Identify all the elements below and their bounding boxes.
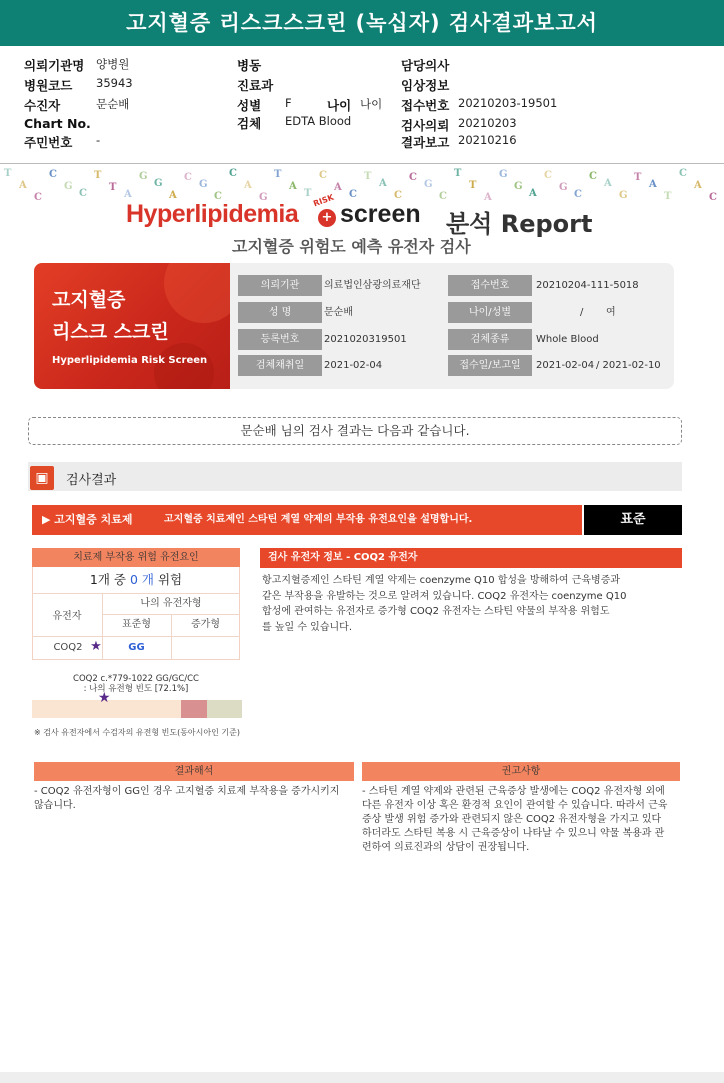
dna-letter: T — [634, 172, 642, 183]
name-value: 문순배 — [324, 307, 353, 318]
dna-letter: C — [574, 189, 582, 200]
brand-risk-mark: RISK — [312, 192, 336, 209]
recommendation-head: 권고사항 — [362, 762, 680, 781]
collect-label: 검체채취일 — [238, 355, 322, 376]
dna-letter: T — [364, 171, 372, 182]
footnote: ※ 검사 유전자에서 수검자의 유전형 빈도(동아시아인 기준) — [34, 728, 240, 737]
risk-count — [32, 570, 240, 588]
collect-value: 2021-02-04 — [324, 360, 383, 371]
standard-badge: 표준 — [584, 505, 682, 535]
hospital-label: 의뢰기관명 — [24, 58, 85, 73]
dna-letter: A — [529, 188, 537, 199]
section-bar — [28, 462, 682, 491]
panel-line-1: 고지혈증 — [52, 289, 126, 311]
dna-letter: T — [4, 168, 12, 179]
variant-text — [32, 674, 240, 694]
dna-letter: T — [304, 188, 312, 199]
dna-letter: C — [589, 171, 597, 182]
gene-info-head: 검사 유전자 정보 - COQ2 유전자 — [260, 548, 682, 568]
dna-letter: T — [454, 168, 462, 179]
rec-line-2: 다른 유전자 이상 혹은 환경적 요인이 관여할 수 있습니다. 따라서 근육 — [362, 800, 668, 811]
report-value: 20210216 — [458, 133, 517, 147]
regno-value: 2021020319501 — [324, 334, 407, 345]
gene-line-1: 항고지혈증제인 스타틴 계열 약제는 coenzyme Q10 합성을 방해하여 근육병증과 — [262, 575, 621, 586]
agesex-value: / — [580, 307, 584, 318]
resident-value: - — [96, 133, 101, 147]
dna-letter: T — [469, 180, 477, 191]
patient-value: 문순배 — [96, 97, 130, 111]
hospital-value: 양병원 — [96, 57, 130, 71]
dna-letter: G — [139, 171, 148, 182]
chart-label: Chart No. — [24, 116, 91, 131]
increased-type-label: 증가형 — [191, 619, 220, 630]
dna-letter: T — [664, 191, 672, 202]
dna-letter: G — [424, 179, 433, 190]
dna-letter: C — [544, 170, 552, 181]
risk-count-pre: 1개 중 — [89, 572, 130, 587]
dna-letter: C — [319, 170, 327, 181]
ward-label: 병동 — [237, 58, 262, 73]
dna-letter: C — [229, 168, 237, 179]
header-block — [0, 46, 724, 164]
dna-letter: A — [484, 192, 492, 203]
section-title: 검사결과 — [66, 473, 117, 488]
info-receipt-value: 20210204-111-5018 — [536, 280, 639, 291]
dna-letter: G — [199, 179, 208, 190]
report-title: 고지혈증 리스크스크린 (녹십자) 검사결과보고서 — [0, 0, 724, 46]
agesex-value-2: 여 — [606, 307, 616, 318]
frequency-star-icon: ★ — [98, 690, 111, 706]
clinical-label: 임상정보 — [401, 78, 450, 93]
request-label: 검사의뢰 — [401, 118, 450, 133]
age-label: 나이 — [327, 98, 352, 113]
dna-letter: G — [64, 181, 73, 192]
name-label: 성 명 — [238, 302, 322, 323]
dna-letter: G — [154, 178, 163, 189]
dna-letter: A — [19, 180, 27, 191]
interpretation-head: 결과해석 — [34, 762, 354, 781]
panel-line-3: Hyperlipidemia Risk Screen — [52, 355, 208, 366]
drug-label: ▶ 고지혈증 치료제 — [42, 513, 133, 526]
dept-label: 진료과 — [237, 78, 274, 93]
interp-line-1: - COQ2 유전자형이 GG인 경우 고지혈증 치료제 부작용을 증가시키지 — [34, 786, 340, 797]
report-label: 분석 Report — [446, 210, 593, 238]
rec-line-5: 련하여 의료진과의 상담이 권장됩니다. — [362, 842, 530, 853]
recommendation-body — [362, 785, 680, 855]
normal-type-label: 표준형 — [122, 619, 151, 630]
dna-letter: C — [439, 191, 447, 202]
rec-line-3: 증상 발생 위험 증가와 관련되지 않은 COQ2 유전자형을 가지고 있다 — [362, 814, 662, 825]
dna-letter: T — [94, 170, 102, 181]
dna-letter: C — [214, 191, 222, 202]
panel-line-2: 리스크 스크린 — [52, 321, 169, 343]
drug-description: 고지혈증 치료제인 스타틴 계열 약제의 부작용 유전요인을 설명합니다. — [164, 514, 473, 525]
gene-line-4: 를 높일 수 있습니다. — [262, 621, 352, 633]
risk-count-num: 0 개 — [129, 572, 154, 587]
sex-value: F — [285, 96, 292, 110]
org-value: 의료법인삼광의료재단 — [324, 280, 421, 291]
variant-line-2: : 나의 유전형 빈도 [72.1%] — [83, 684, 189, 694]
interpretation-body — [34, 785, 354, 813]
info-receipt-label: 접수번호 — [448, 275, 532, 296]
risk-count-post: 위험 — [153, 572, 183, 587]
code-value: 35943 — [96, 76, 133, 90]
variant-line-1: COQ2 c.*779-1022 GG/GC/CC — [73, 674, 199, 684]
patient-label: 수진자 — [24, 98, 61, 113]
dna-letter: A — [244, 180, 252, 191]
specimen-value: EDTA Blood — [285, 114, 352, 128]
dna-letter: C — [184, 172, 192, 183]
request-value: 20210203 — [458, 116, 517, 130]
doctor-label: 담당의사 — [401, 58, 450, 73]
dates-value: 2021-02-04 — [536, 360, 595, 371]
specimen-type-label: 검체종류 — [448, 329, 532, 350]
dna-letter: A — [289, 181, 297, 192]
rec-line-4: 하더라도 스타틴 복용 시 근육증상이 나타날 수 있으니 약물 복용과 관 — [362, 828, 665, 839]
dna-letter: G — [514, 181, 523, 192]
dna-letter: G — [259, 192, 268, 203]
dna-letter: C — [349, 189, 357, 200]
sex-label: 성별 — [237, 98, 262, 113]
dna-letter: A — [694, 180, 702, 191]
dna-letter: C — [79, 188, 87, 199]
dna-letter: T — [109, 182, 117, 193]
gene-col-label: 유전자 — [52, 611, 82, 622]
brand-screen: screen — [340, 200, 421, 228]
drug-bar — [32, 505, 582, 535]
receipt-label: 접수번호 — [401, 98, 450, 113]
receipt-value: 20210203-19501 — [458, 96, 558, 110]
dna-letter: C — [709, 192, 717, 203]
gene-name: COQ2 — [53, 642, 83, 653]
dna-letter: A — [169, 190, 177, 201]
gene-star-icon: ★ — [90, 639, 102, 654]
dna-letter: C — [34, 192, 42, 203]
dna-letter: G — [619, 190, 628, 201]
dates-value-2: / 2021-02-10 — [596, 360, 661, 371]
interp-line-2: 않습니다. — [34, 800, 76, 811]
greeting-box: 문순배 님의 검사 결과는 다음과 같습니다. — [28, 417, 682, 445]
dna-letter: G — [499, 169, 508, 180]
org-label: 의뢰기관 — [238, 275, 322, 296]
specimen-label: 검체 — [237, 116, 262, 131]
resident-label: 주민번호 — [24, 135, 73, 150]
dna-letter: A — [649, 179, 657, 190]
dna-letter: A — [124, 189, 132, 200]
report-label: 결과보고 — [401, 135, 450, 150]
frequency-segment-cc — [207, 700, 242, 718]
brand-name: Hyperlipidemia — [126, 200, 299, 228]
my-genotype-label: 나의 유전자형 — [140, 598, 202, 609]
dna-letter: A — [334, 182, 342, 193]
dna-letter: C — [679, 168, 687, 179]
gene-line-2: 같은 부작용을 유발하는 것으로 알려져 있습니다. COQ2 유전자는 coenzyme Q10 — [262, 590, 627, 602]
dna-letter: T — [274, 169, 282, 180]
specimen-type-value: Whole Blood — [536, 334, 599, 345]
frequency-segment-gc — [181, 700, 207, 718]
brand-plus-icon: + — [318, 209, 336, 227]
dna-letter: A — [379, 178, 387, 189]
gene-info-description — [262, 573, 680, 635]
code-label: 병원코드 — [24, 78, 73, 93]
agesex-label: 나이/성별 — [448, 302, 532, 323]
dna-letter: A — [604, 178, 612, 189]
dna-letter: G — [559, 182, 568, 193]
dna-letter: C — [394, 190, 402, 201]
bottom-strip — [0, 1072, 724, 1083]
subtitle: 고지혈증 위험도 예측 유전자 검사 — [232, 237, 471, 256]
regno-label: 등록번호 — [238, 329, 322, 350]
gene-line-3: 합성에 관여하는 유전자로 증가형 COQ2 유전자는 스타틴 약물의 부작용 위험도 — [262, 606, 610, 617]
product-panel — [34, 263, 230, 389]
genotype-value: GG — [128, 642, 145, 653]
result-document-icon: ▣ — [30, 466, 54, 490]
risk-table-head: 치료제 부작용 위험 유전요인 — [32, 548, 240, 567]
dna-letter: C — [49, 169, 57, 180]
dates-label: 접수일/보고일 — [448, 355, 532, 376]
rec-line-1: - 스타틴 계열 약제와 관련된 근육증상 발생에는 COQ2 유전자형 외에 — [362, 786, 665, 797]
age-value: 나이 — [360, 97, 383, 111]
dna-letter: C — [409, 172, 417, 183]
